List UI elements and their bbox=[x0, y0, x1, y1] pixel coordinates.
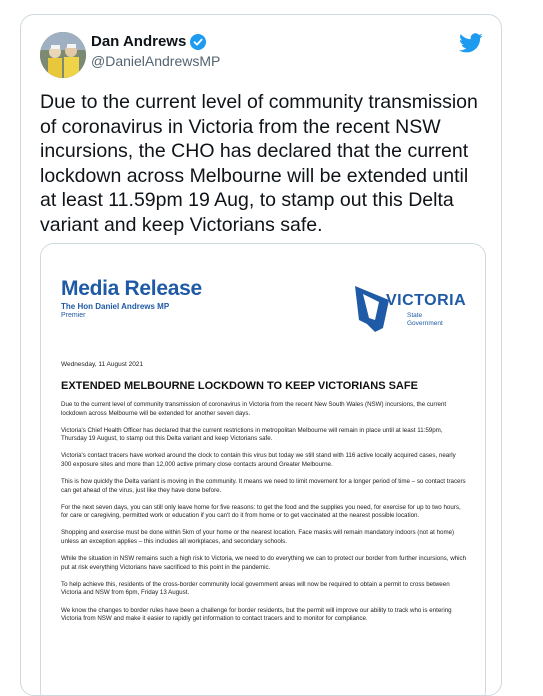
tweet-text: Due to the current level of community transmission of coronavirus in Victoria from the recent NSW incursions, the CHO has declared that the current lockdown across Melbourne will be extended until at least 11.59pm 19 Aug, to stamp out this Delta variant and keep Victorians safe. bbox=[40, 91, 478, 236]
release-date: Wednesday, 11 August 2021 bbox=[61, 361, 144, 368]
author-name-row[interactable] bbox=[91, 33, 206, 50]
victoria-logo-subtitle bbox=[407, 312, 443, 327]
release-paragraph: Victoria's contact tracers have worked around the clock to contain this virus but today we still stand with 116 active locally acquired cases, nearly 300 exposure sites and more than 12,000 active primary close contacts around Greater Melbourne. bbox=[61, 452, 456, 468]
author-handle[interactable]: @DanielAndrewsMP bbox=[91, 53, 221, 69]
victoria-logo-text: VICTORIA bbox=[386, 292, 467, 309]
logo-government-text: Government bbox=[407, 319, 443, 327]
release-paragraph: Shopping and exercise must be done within 5km of your home or the nearest location. Face masks will remain mandatory indoors (not at home) unless an exception applies – this includes all workplaces, and secondary schools. bbox=[61, 529, 455, 546]
release-paragraph: Due to the current level of community transmission of coronavirus in Victoria from the recent New South Wales (NSW) incursions, the current lockdown across Melbourne will be extended for another seven days. bbox=[61, 401, 447, 417]
author-name[interactable]: Dan Andrews bbox=[91, 33, 187, 50]
media-release-minister: The Hon Daniel Andrews MP bbox=[61, 302, 170, 311]
verified-badge-icon bbox=[190, 34, 206, 50]
tweet-card bbox=[20, 14, 502, 696]
release-paragraph: This is how quickly the Delta variant is moving in the community. It means we need to limit movement for a longer period of time – so contact tracers can get ahead of the virus, just like they have done before. bbox=[61, 478, 466, 494]
media-release-document bbox=[41, 244, 485, 696]
release-paragraph: We know the changes to border rules have been a challenge for border residents, but the permit will improve our ability to track who is entering Victoria from NSW and make it easier to rapidly get information to contact tracers and to monitor for compliance. bbox=[61, 606, 452, 623]
avatar[interactable] bbox=[40, 32, 86, 78]
release-paragraph: While the situation in NSW remains such a high risk to Victoria, we need to do everything we can to protect our border from further incursions, which put at risk everything Victorians have sacrificed to this point in the pandemic. bbox=[61, 555, 467, 571]
logo-state-text: State bbox=[407, 312, 423, 319]
media-image[interactable] bbox=[40, 243, 486, 696]
release-paragraph: For the next seven days, you can still only leave home for five reasons: to get the food and the supplies you need, for exercise for up to two hours, for care or caregiving, permitted work or education if you can't do it from home or to get vaccinated at the nearest possible location. bbox=[61, 503, 461, 520]
release-body bbox=[61, 401, 466, 632]
media-release-role: Premier bbox=[61, 312, 86, 319]
media-release-title: Media Release bbox=[61, 277, 202, 300]
release-paragraph: To help achieve this, residents of the cross-border community local government areas will now be required to obtain a permit to cross between Victoria and NSW from 6pm, Friday 13 August. bbox=[61, 580, 450, 597]
release-paragraph: Victoria's Chief Health Officer has declared that the current restrictions in metropolitan Melbourne will remain in place until at least 11:59pm, Thursday 19 August, to stamp out this Delta variant and keep Victorians safe. bbox=[61, 426, 443, 443]
twitter-bird-icon[interactable] bbox=[459, 31, 483, 55]
release-headline: EXTENDED MELBOURNE LOCKDOWN TO KEEP VICTORIANS SAFE bbox=[61, 380, 418, 392]
